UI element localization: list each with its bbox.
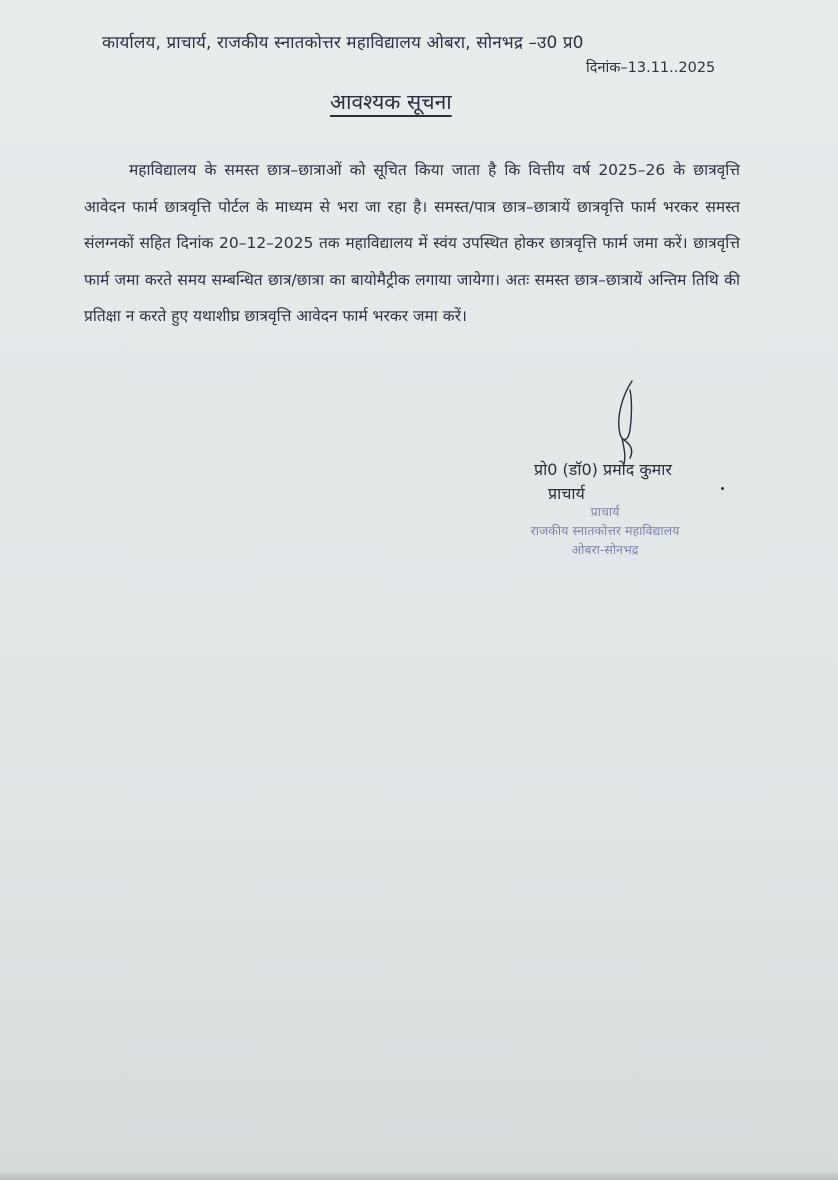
signatory-designation: प्राचार्य — [548, 484, 585, 503]
ink-dot — [721, 487, 724, 490]
notice-body: महाविद्यालय के समस्त छात्र–छात्राओं को सूचित किया जाता है कि वित्तीय वर्ष 2025–26 के छात्रवृत्ति आवेदन फार्म छात्रवृत्ति पोर्टल के माध्यम से भरा जा रहा है। समस्त/पात्र छात्र–छात्रायें छात्रवृत्ति फार्म भरकर समस्त संलग्नकों सहित दिनांक 20–12–2025 तक महाविद्यालय में स्वंय उपस्थित होकर छात्रवृत्ति फार्म जमा करें। छात्रवृत्ति फार्म जमा करते समय सम्बन्धित छात्र/छात्रा का बायोमैट्रीक लगाया जायेगा। अतः समस्त छात्र–छात्रायें अन्तिम तिथि की प्रतिक्षा न करते हुए यथाशीघ्र छात्रवृत्ति आवेदन फार्म भरकर जमा करें। — [84, 161, 740, 325]
handwritten-signature — [600, 378, 660, 468]
signatory-name: प्रो0 (डॉ0) प्रमोद कुमार — [534, 460, 672, 479]
stamp-line-institution: राजकीय स्नातकोत्तर महाविद्यालय — [530, 523, 680, 538]
notice-title: आवश्यक सूचना — [330, 90, 452, 114]
official-stamp — [505, 502, 705, 559]
office-header: कार्यालय, प्राचार्य, राजकीय स्नातकोत्तर महाविद्यालय ओबरा, सोनभद्र –उ0 प्र0 — [102, 33, 584, 53]
stamp-line-location: ओबरा-सोनभद्र — [571, 542, 639, 557]
notice-date: दिनांक–13.11..2025 — [586, 60, 716, 76]
stamp-line-designation: प्राचार्य — [590, 504, 620, 519]
